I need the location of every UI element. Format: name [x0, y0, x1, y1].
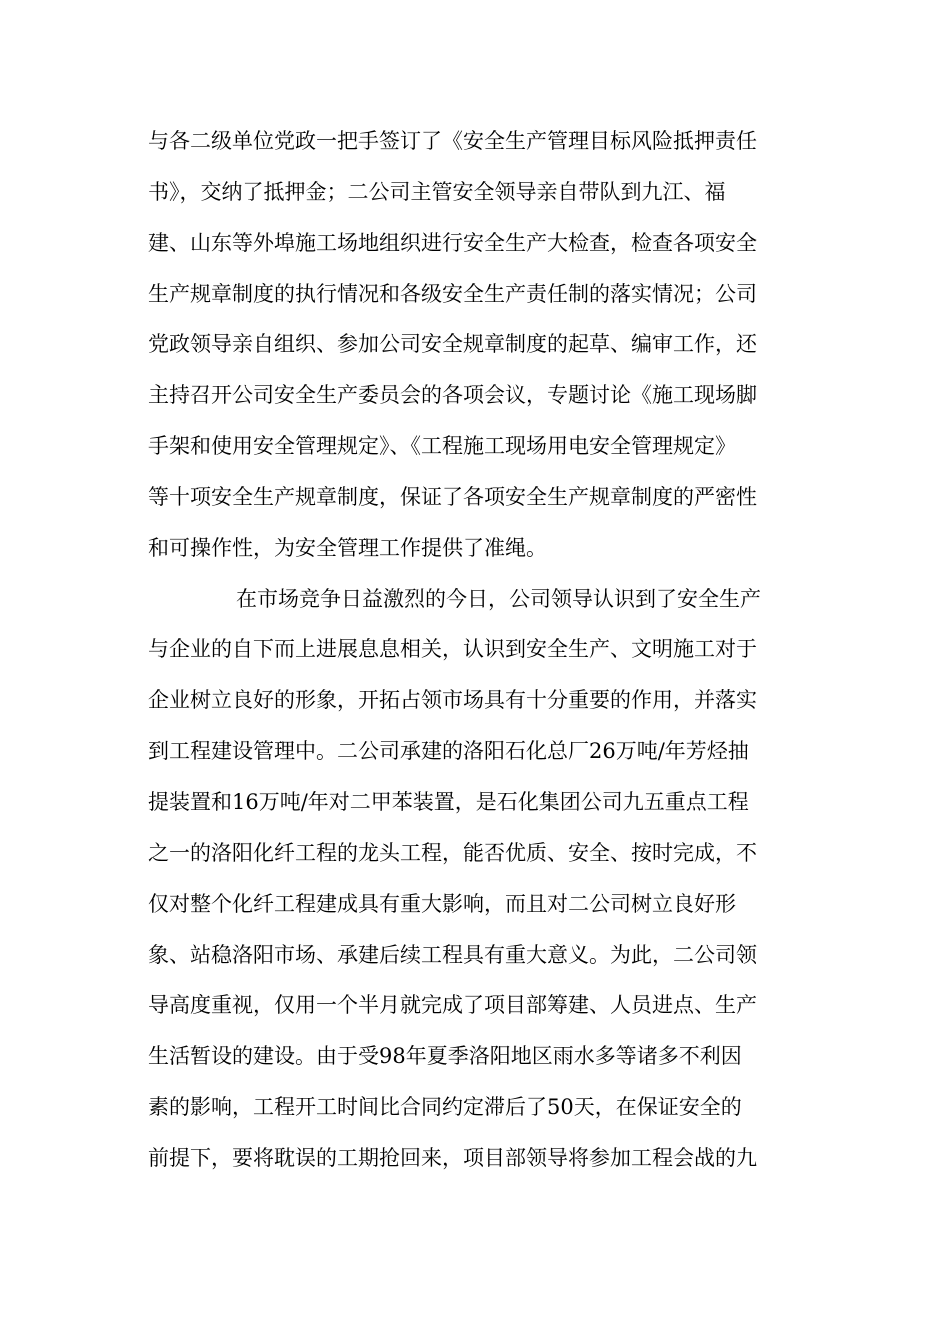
paragraph-line: 象、站稳洛阳市场、承建后续工程具有重大意义。为此，二公司领 — [148, 942, 757, 967]
body-text — [148, 116, 808, 1184]
paragraph-line: 主持召开公司安全生产委员会的各项会议，专题讨论《施工现场脚 — [148, 383, 757, 408]
paragraph-2 — [148, 574, 808, 1184]
paragraph-line: 生产规章制度的执行情况和各级安全生产责任制的落实情况；公司 — [148, 281, 757, 306]
paragraph-line: 书》，交纳了抵押金；二公司主管安全领导亲自带队到九江、福 — [148, 179, 726, 204]
paragraph-line: 与企业的自下而上进展息息相关，认识到安全生产、文明施工对于 — [148, 637, 757, 662]
paragraph-line: 仅对整个化纤工程建成具有重大影响，而且对二公司树立良好形 — [148, 891, 736, 916]
paragraph-line: 生活暂设的建设。由于受98年夏季洛阳地区雨水多等诸多不利因 — [148, 1044, 742, 1069]
paragraph-line: 前提下，要将耽误的工期抢回来，项目部领导将参加工程会战的九 — [148, 1145, 757, 1170]
paragraph-1 — [148, 116, 808, 574]
paragraph-first-line: 在市场竞争日益激烈的今日，公司领导认识到了安全生产 — [236, 586, 761, 611]
paragraph-line: 提装置和16万吨/年对二甲苯装置，是石化集团公司九五重点工程 — [148, 789, 749, 814]
paragraph-line: 企业树立良好的形象，开拓占领市场具有十分重要的作用，并落实 — [148, 688, 757, 713]
paragraph-line: 手架和使用安全管理规定》、《工程施工现场用电安全管理规定》 — [148, 434, 736, 459]
paragraph-line: 到工程建设管理中。二公司承建的洛阳石化总厂26万吨/年芳烃抽 — [148, 739, 749, 764]
paragraph-line: 建、山东等外埠施工场地组织进行安全生产大检查，检查各项安全 — [148, 230, 757, 255]
paragraph-line: 之一的洛阳化纤工程的龙头工程，能否优质、安全、按时完成，不 — [148, 840, 757, 865]
paragraph-line: 与各二级单位党政一把手签订了《安全生产管理目标风险抵押责任 — [148, 129, 757, 153]
paragraph-line: 导高度重视，仅用一个半月就完成了项目部筹建、人员进点、生产 — [148, 993, 757, 1018]
paragraph-line: 等十项安全生产规章制度，保证了各项安全生产规章制度的严密性 — [148, 484, 757, 509]
paragraph-line: 党政领导亲自组织、参加公司安全规章制度的起草、编审工作，还 — [148, 332, 757, 357]
paragraph-line: 和可操作性，为安全管理工作提供了准绳。 — [148, 535, 547, 560]
paragraph-line: 素的影响，工程开工时间比合同约定滞后了50天，在保证安全的 — [148, 1095, 742, 1120]
